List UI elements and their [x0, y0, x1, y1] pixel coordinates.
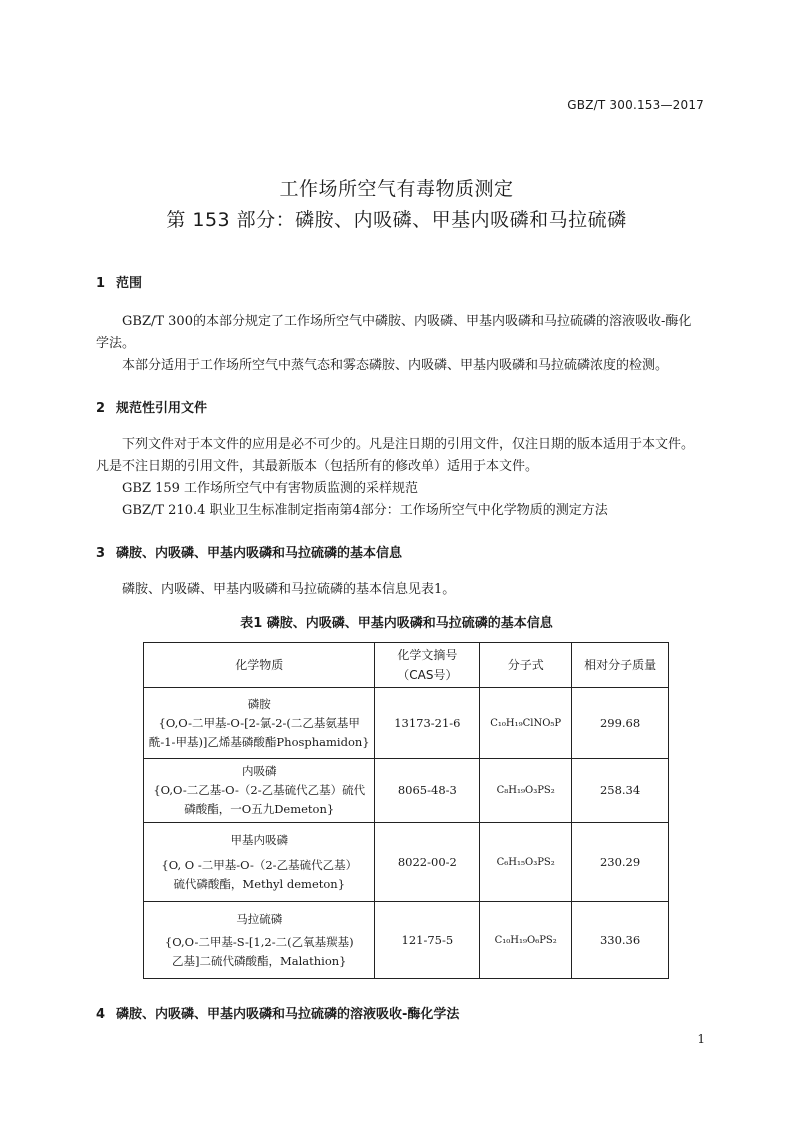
section-3-heading	[96, 542, 402, 561]
cas-cell: 8065-48-3	[375, 759, 480, 823]
section-2-ref1: GBZ 159 工作场所空气中有害物质监测的采样规范	[122, 481, 419, 496]
table-row	[144, 759, 669, 823]
table-1-caption: 表1 磷胺、内吸磷、甲基内吸磷和马拉硫磷的基本信息	[240, 616, 553, 631]
substance-cell	[144, 688, 375, 759]
section-2-heading	[96, 397, 207, 416]
section-1-para1-line2: 学法。	[96, 336, 136, 351]
section-3-title: 磷胺、内吸磷、甲基内吸磷和马拉硫磷的基本信息	[116, 546, 403, 561]
substance-cell	[144, 823, 375, 902]
header-molecular-weight: 相对分子质量	[572, 643, 669, 688]
section-1-para2: 本部分适用于工作场所空气中蒸气态和雾态磷胺、内吸磷、甲基内吸磷和马拉硫磷浓度的检测。	[122, 358, 669, 373]
header-cas-line2: （CAS号）	[397, 668, 458, 682]
section-3-para: 磷胺、内吸磷、甲基内吸磷和马拉硫磷的基本信息见表1。	[122, 582, 456, 597]
section-1-number: 1	[96, 276, 106, 291]
substance-name: 内吸磷	[241, 764, 277, 778]
formula-cell: C₆H₁₅O₃PS₂	[480, 823, 572, 902]
standard-number: GBZ/T 300.153—2017	[567, 98, 704, 112]
substance-desc-line1: {O,O-二甲基-S-[1,2-二(乙氧基羰基)	[164, 934, 354, 949]
document-title-line1: 工作场所空气有毒物质测定	[279, 178, 514, 200]
section-2-number: 2	[96, 401, 106, 416]
section-4-heading	[96, 1003, 459, 1022]
substance-cell	[144, 902, 375, 979]
substance-cell	[144, 759, 375, 823]
substance-desc-line2: 酰-1-甲基)]乙烯基磷酸酯Phosphamidon}	[148, 734, 370, 749]
substance-desc-line2: 硫代磷酸酯，Methyl demeton}	[173, 876, 346, 891]
substance-desc-line2: 乙基]二硫代磷酸酯，Malathion}	[171, 953, 347, 968]
table-row	[144, 823, 669, 902]
section-4-number: 4	[96, 1007, 106, 1022]
header-cas	[375, 643, 480, 688]
basic-info-table	[143, 642, 669, 979]
substance-desc-line1: {O, O -二甲基-O-（2-乙基硫代乙基）	[161, 857, 358, 872]
formula-cell: C₈H₁₉O₃PS₂	[480, 759, 572, 823]
table-row	[144, 688, 669, 759]
header-substance: 化学物质	[144, 643, 375, 688]
cas-cell: 13173-21-6	[375, 688, 480, 759]
section-1-title: 范围	[116, 276, 143, 291]
header-cas-line1: 化学文摘号	[397, 648, 458, 662]
substance-name: 甲基内吸磷	[230, 832, 288, 847]
header-formula: 分子式	[480, 643, 572, 688]
substance-name: 磷胺	[247, 696, 271, 711]
mw-cell: 299.68	[572, 688, 669, 759]
section-2-para1-line2: 凡是不注日期的引用文件，其最新版本（包括所有的修改单）适用于本文件。	[96, 459, 539, 474]
substance-name: 马拉硫磷	[236, 911, 283, 926]
substance-desc-line1: {O,O-二甲基-O-[2-氯-2-(二乙基氨基甲	[158, 715, 360, 730]
section-2-para1-line1: 下列文件对于本文件的应用是必不可少的。凡是注日期的引用文件，仅注日期的版本适用于本文件。	[122, 437, 695, 452]
formula-cell: C₁₀H₁₉ClNO₅P	[480, 688, 572, 759]
page-number: 1	[697, 1032, 705, 1046]
cas-cell: 121-75-5	[375, 902, 480, 979]
section-3-body	[96, 579, 721, 601]
substance-desc-line2: 磷酸酯，一O五九Demeton}	[184, 802, 335, 816]
table-row	[144, 902, 669, 979]
section-2-title: 规范性引用文件	[116, 401, 208, 416]
section-3-number: 3	[96, 546, 106, 561]
table-header-row	[144, 643, 669, 688]
substance-desc-line1: {O,O-二乙基-O-（2-乙基硫代乙基）硫代	[153, 783, 366, 797]
section-1-para1-line1: GBZ/T 300的本部分规定了工作场所空气中磷胺、内吸磷、甲基内吸磷和马拉硫磷的溶液吸收-酶化	[122, 314, 692, 329]
section-1-heading	[96, 272, 142, 291]
mw-cell: 258.34	[572, 759, 669, 823]
mw-cell: 230.29	[572, 823, 669, 902]
section-1-body	[96, 311, 721, 377]
cas-cell: 8022-00-2	[375, 823, 480, 902]
mw-cell: 330.36	[572, 902, 669, 979]
section-2-body	[96, 434, 721, 522]
document-title-line2: 第 153 部分：磷胺、内吸磷、甲基内吸磷和马拉硫磷	[166, 209, 627, 231]
formula-cell: C₁₀H₁₉O₆PS₂	[480, 902, 572, 979]
section-4-title: 磷胺、内吸磷、甲基内吸磷和马拉硫磷的溶液吸收-酶化学法	[116, 1007, 460, 1022]
section-2-ref2: GBZ/T 210.4 职业卫生标准制定指南第4部分：工作场所空气中化学物质的测定方法	[122, 503, 608, 518]
